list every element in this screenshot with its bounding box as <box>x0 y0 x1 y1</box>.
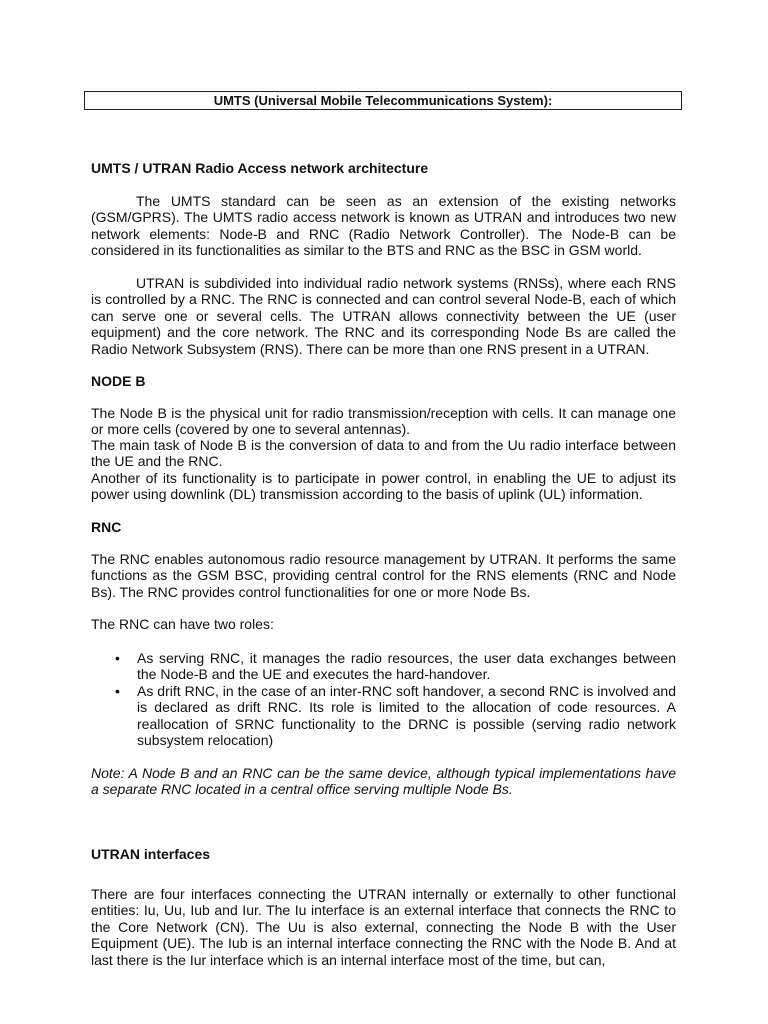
paragraph-node-b-2: The main task of Node B is the conversion of data to and from the Uu radio interface between the UE and the RNC. <box>91 437 676 470</box>
list-item-text: As drift RNC, in the case of an inter-RNC soft handover, a second RNC is involved and is declared as drift RNC. Its role is limited to the allocation of code resources. A reallocation of SRNC functionality to the DRNC is possible (serving radio network subsystem relocation) <box>137 682 676 749</box>
heading-rnc: RNC <box>91 519 122 535</box>
paragraph-interfaces-1: There are four interfaces connecting the UTRAN internally or externally to other functional entities: Iu, Uu, Iub and Iur. The Iu interface is an external interface that connects the RNC to the Core Network (CN). The Uu is also external, connecting the Node B with the User Equipment (UE). The Iub is an internal interface connecting the RNC with the Node B. And at last there is the Iur interface which is an internal interface most of the time, but can, <box>91 886 676 968</box>
bullet-glyph: • <box>115 682 120 699</box>
rnc-roles-list <box>91 650 676 748</box>
paragraph-rnc-1: The RNC enables autonomous radio resource management by UTRAN. It performs the same functions as the GSM BSC, providing central control for the RNS elements (RNC and Node Bs). The RNC provides control functionalities for one or more Node Bs. <box>91 551 676 600</box>
note-paragraph: Note: A Node B and an RNC can be the same device, although typical implementations have a separate RNC located in a central office serving multiple Node Bs. <box>91 765 676 798</box>
bullet-glyph: • <box>115 650 120 666</box>
heading-node-b: NODE B <box>91 373 146 389</box>
paragraph-node-b-3: Another of its functionality is to participate in power control, in enabling the UE to adjust its power using downlink (DL) transmission according to the basis of uplink (UL) information. <box>91 470 676 503</box>
document-title-box <box>84 91 682 110</box>
document-title: UMTS (Universal Mobile Telecommunications System): <box>213 93 553 108</box>
paragraph-architecture-1: The UMTS standard can be seen as an extension of the existing networks (GSM/GPRS). The UMTS radio access network is known as UTRAN and introduces two new network elements: Node-B and RNC (Radio Network Controller). The Node-B can be considered in its functionalities as similar to the BTS and RNC as the BSC in GSM world. <box>91 193 676 259</box>
paragraph-node-b-1: The Node B is the physical unit for radio transmission/reception with cells. It can manage one or more cells (covered by one to several antennas). <box>91 405 676 438</box>
list-item <box>91 683 676 749</box>
paragraph-architecture-2: UTRAN is subdivided into individual radio network systems (RNSs), where each RNS is controlled by a RNC. The RNC is connected and can control several Node-B, each of which can serve one or several cells. The UTRAN allows connectivity between the UE (user equipment) and the core network. The RNC and its corresponding Node Bs are called the Radio Network Subsystem (RNS). There can be more than one RNS present in a UTRAN. <box>91 275 676 357</box>
paragraph-rnc-roles: The RNC can have two roles: <box>91 616 274 632</box>
list-item <box>91 650 676 683</box>
heading-architecture: UMTS / UTRAN Radio Access network architecture <box>91 160 429 176</box>
heading-utran-interfaces: UTRAN interfaces <box>91 846 211 862</box>
list-item-text: As serving RNC, it manages the radio resources, the user data exchanges between the Node-B and the UE and executes the hard-handover. <box>137 650 676 683</box>
